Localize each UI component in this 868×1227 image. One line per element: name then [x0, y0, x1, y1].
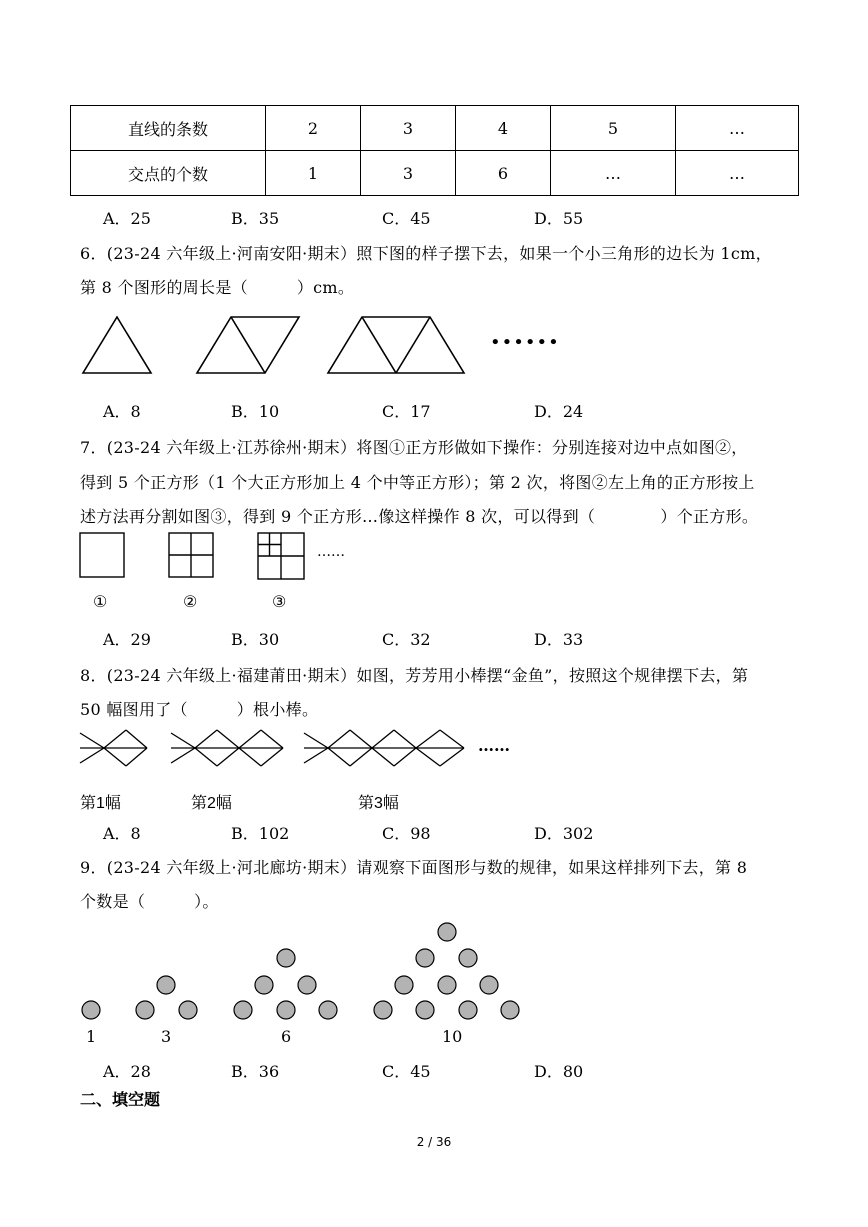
square-figure-1 — [80, 533, 124, 577]
q9-text-line2: 个数是（ ）。 — [80, 892, 219, 911]
q7-text-line1: 7．(23-24 六年级上·江苏徐州·期末）将图①正方形做如下操作：分别连接对边中点如图②， — [80, 438, 748, 457]
dot — [416, 1001, 434, 1019]
q8-label-2: 第2幅 — [191, 795, 232, 812]
q6-option-d[interactable]: D．24 — [534, 402, 584, 421]
q6-text-line2: 第 8 个图形的周长是（ ）cm。 — [80, 278, 355, 297]
goldfish-figure-1 — [80, 730, 147, 766]
triangle-figure-2 — [197, 317, 299, 373]
q9-number-4: 10 — [442, 1027, 463, 1046]
q6-option-b[interactable]: B．10 — [231, 402, 280, 421]
triangle-figure-1 — [83, 317, 151, 373]
dot — [277, 949, 295, 967]
dot — [438, 923, 456, 941]
dot — [255, 976, 273, 994]
dot — [501, 1001, 519, 1019]
q8-label-3: 第3幅 — [358, 795, 399, 812]
table-row — [71, 106, 799, 151]
q8-option-a[interactable]: A．8 — [103, 824, 141, 843]
dot — [298, 976, 316, 994]
table-row — [71, 151, 799, 196]
goldfish-figure-2 — [171, 730, 283, 766]
dot — [277, 1001, 295, 1019]
q9-option-a[interactable]: A．28 — [103, 1062, 151, 1081]
q9-text-line1: 9．(23-24 六年级上·河北廊坊·期末）请观察下面图形与数的规律，如果这样排列下去，第 8 — [80, 858, 748, 877]
table-cell: … — [551, 151, 676, 196]
triangle-figure-3 — [328, 317, 464, 373]
q9-number-1: 1 — [86, 1027, 97, 1046]
table-cell: 6 — [456, 151, 551, 196]
q8-label-1: 第1幅 — [80, 795, 121, 812]
q8-text-line2: 50 幅图用了（ ）根小棒。 — [80, 700, 319, 719]
q7-option-d[interactable]: D．33 — [534, 630, 584, 649]
dot — [234, 1001, 252, 1019]
q5-option-a[interactable]: A．25 — [103, 209, 151, 228]
q9-option-c[interactable]: C．45 — [382, 1062, 431, 1081]
q8-text-line1: 8．(23-24 六年级上·福建莆田·期末）如图，芳芳用小棒摆“金鱼”，按照这个规律摆下去，第 — [80, 666, 749, 685]
table-cell: 直线的条数 — [71, 106, 266, 151]
table-cell: 4 — [456, 106, 551, 151]
q7-label-2: ② — [183, 592, 198, 611]
q7-option-b[interactable]: B．30 — [231, 630, 280, 649]
q7-continuation-dots: …… — [317, 544, 345, 560]
q7-text-line3: 述方法再分割如图③，得到 9 个正方形…像这样操作 8 次，可以得到（ ）个正方形。 — [80, 507, 759, 526]
intersection-table — [70, 105, 799, 196]
table-cell: 3 — [361, 106, 456, 151]
dot — [179, 1001, 197, 1019]
dot — [136, 1001, 154, 1019]
dot — [374, 1001, 392, 1019]
q7-label-1: ① — [93, 592, 108, 611]
q6-text-line1: 6．(23-24 六年级上·河南安阳·期末）照下图的样子摆下去，如果一个小三角形的边长为 1cm， — [80, 244, 772, 263]
table-cell: 交点的个数 — [71, 151, 266, 196]
square-figure-2 — [169, 533, 213, 577]
dot — [480, 976, 498, 994]
q8-option-b[interactable]: B．102 — [231, 824, 290, 843]
q8-option-c[interactable]: C．98 — [382, 824, 431, 843]
q6-option-c[interactable]: C．17 — [382, 402, 431, 421]
dot — [395, 976, 413, 994]
q9-number-2: 3 — [161, 1027, 172, 1046]
table-cell: 5 — [551, 106, 676, 151]
dot — [157, 976, 175, 994]
table-cell: 2 — [266, 106, 361, 151]
q6-continuation-dots: •••••• — [490, 332, 560, 353]
section-title: 二、填空题 — [80, 1090, 161, 1109]
q5-option-b[interactable]: B．35 — [231, 209, 280, 228]
table-cell: 1 — [266, 151, 361, 196]
dot — [416, 949, 434, 967]
q5-option-c[interactable]: C．45 — [382, 209, 431, 228]
q6-option-a[interactable]: A．8 — [103, 402, 141, 421]
dot — [459, 949, 477, 967]
q9-number-3: 6 — [281, 1027, 292, 1046]
table-cell: … — [676, 151, 799, 196]
q8-continuation-dots: …… — [478, 736, 510, 755]
dot — [459, 1001, 477, 1019]
square-figure-3 — [258, 533, 304, 579]
dot — [319, 1001, 337, 1019]
dot — [82, 1001, 100, 1019]
q7-option-c[interactable]: C．32 — [382, 630, 431, 649]
goldfish-figure-3 — [304, 730, 464, 766]
q7-label-3: ③ — [272, 592, 287, 611]
q9-option-d[interactable]: D．80 — [534, 1062, 584, 1081]
page-number: 2 / 36 — [416, 1135, 452, 1149]
table-cell: 3 — [361, 151, 456, 196]
dot — [438, 976, 456, 994]
q5-option-d[interactable]: D．55 — [534, 209, 584, 228]
q9-option-b[interactable]: B．36 — [231, 1062, 280, 1081]
table-cell: … — [676, 106, 799, 151]
q8-option-d[interactable]: D．302 — [534, 824, 594, 843]
q7-text-line2: 得到 5 个正方形（1 个大正方形加上 4 个中等正方形）；第 2 次，将图②左上角的正方形按上 — [80, 473, 755, 492]
q7-option-a[interactable]: A．29 — [103, 630, 151, 649]
